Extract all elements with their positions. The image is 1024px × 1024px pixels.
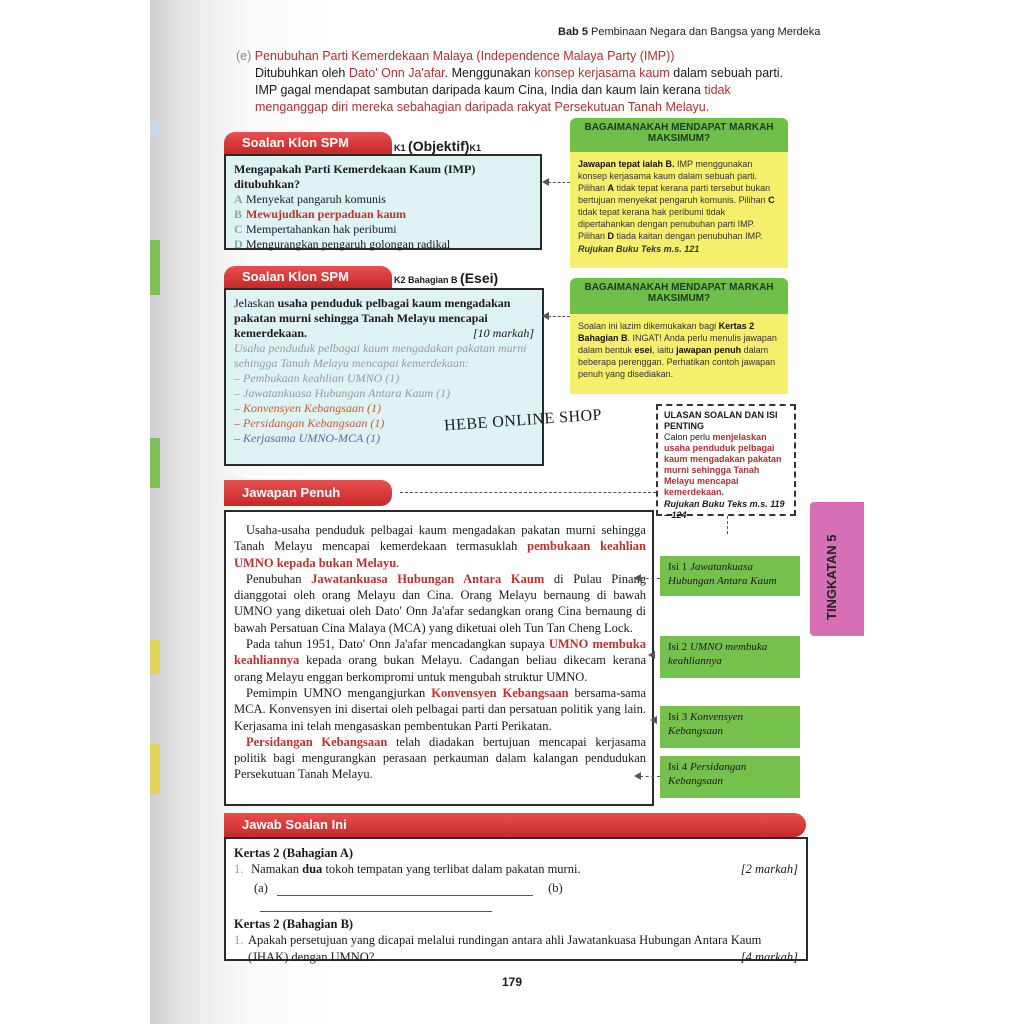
option-text: Mewujudkan perpaduan kaum <box>246 207 407 221</box>
option-text: Mempertahankan hak peribumi <box>246 222 397 236</box>
tip-text: IMP menggunakan konsep kerjasama kaum dalam sebuah parti. Pilihan <box>578 159 758 193</box>
answer-keyword: Konvensyen Kebangsaan <box>431 685 569 700</box>
previous-page-strip <box>150 438 160 488</box>
intro-body <box>236 65 796 116</box>
answer-text: kepada orang bukan Melayu. Cadangan beliau dikecam kerana orang Melayu enggan berkompromi untuk mengubah struktur UMNO. <box>234 653 646 684</box>
answer-keyword: Jawatankuasa Hubungan Antara Kaum <box>311 571 545 586</box>
intro-keyword: konsep kerjasama kaum <box>534 66 670 80</box>
isi-number: Isi 4 <box>668 761 688 773</box>
connector-arrow-icon <box>542 312 549 320</box>
stem-keyword: usaha penduduk pelbagai kaum mengadakan pakatan murni sehingga Tanah Melayu mencapai kemerdekaan. <box>234 296 511 340</box>
tip-text: Kertas 2 Bahagian B <box>578 321 755 343</box>
intro-text: . Menggunakan <box>444 66 535 80</box>
connector-arrow-icon <box>634 574 641 582</box>
tab-label: Jawab Soalan Ini <box>242 817 347 832</box>
chapter-title: Pembinaan Negara dan Bangsa yang Merdeka <box>591 26 821 38</box>
answer-text: Penubuhan <box>246 571 312 586</box>
option-text: Mengurangkan pengaruh golongan radikal <box>246 237 451 251</box>
tip-2-box <box>570 314 788 394</box>
answer-keyword: pembukaan keahlian UMNO kepada bukan Melayu <box>234 539 646 570</box>
chapter-number: Bab 5 <box>558 26 588 38</box>
question-type: (Esei) <box>460 270 499 286</box>
paper-heading: Kertas 2 (Bahagian B) <box>234 917 354 932</box>
ulasan-keyword: menjelaskan usaha penduduk pelbagai kaum mengadakan pakatan murni sehingga Tanah Melayu mencapai kemerdekaan. <box>664 432 782 497</box>
question-marks: [4 markah] <box>740 949 798 964</box>
answer-line-b[interactable] <box>260 900 492 912</box>
intro-title: Penubuhan Parti Kemerdekaan Malaya (Independence Malaya Party (IMP)) <box>254 49 675 63</box>
paper-heading: Kertas 2 (Bahagian A) <box>234 846 354 860</box>
tip-1-box <box>570 152 788 268</box>
question-text: tokoh tempatan yang terlibat dalam pakatan murni. <box>322 862 581 877</box>
intro-label: (e) <box>236 49 252 63</box>
book-spine-left <box>0 0 150 1024</box>
question-2-marks: [10 markah] <box>472 326 534 340</box>
isi-number: Isi 3 <box>668 711 688 723</box>
answer-lines <box>234 880 798 913</box>
tip-text: dalam beberapa perenggan. Perhatikan contoh jawapan penuh yang disediakan. <box>578 345 776 379</box>
answer-text: bersama-sama MCA. Konvensyen ini disertai oleh pelbagai parti dan persatuan politik yang lain. Kerjasama ini telah mengasaskan pembentukan Parti Perikatan. <box>234 685 646 733</box>
connector-line <box>727 516 728 534</box>
answer-paragraph <box>234 734 646 783</box>
answer-text: Pada tahun 1951, Dato' Onn Ja'afar mencadangkan supaya <box>246 637 549 652</box>
connector-arrow-icon <box>650 716 657 724</box>
answer-keyword: UMNO membuka keahliannya <box>234 637 646 668</box>
connector-arrow-icon <box>634 772 641 780</box>
jawab-soalan-tab <box>224 813 394 837</box>
option-letter: C <box>234 222 243 236</box>
option-letter: A <box>234 192 243 206</box>
isi-2-label <box>660 636 800 678</box>
answer-label-a: (a) <box>254 880 268 895</box>
answer-box <box>224 510 654 806</box>
answer-text: Pemimpin UMNO mengangjurkan <box>246 685 432 700</box>
chapter-header <box>558 26 820 38</box>
answer-keyword: Persidangan Kebangsaan <box>246 734 388 749</box>
tingkatan-side-tab <box>810 502 864 636</box>
isi-3-label <box>660 706 800 748</box>
tip-text: tidak tepat kerana parti tersebut bukan bertujuan menyekat pengaruh komunis. Pilihan <box>578 183 771 205</box>
intro-keyword: Dato' Onn Ja'afar <box>348 66 445 80</box>
soalan-klon-tab-1 <box>224 132 392 154</box>
question-2-stem <box>234 296 510 340</box>
connector-arrow-icon <box>648 651 655 659</box>
intro-text: Ditubuhkan oleh <box>255 66 349 80</box>
tip-text: . INGAT! Anda perlu menulis jawapan dalam bentuk <box>578 333 777 355</box>
tip-text: jawapan penuh <box>676 345 742 355</box>
ulasan-box <box>656 404 796 520</box>
exercise-box <box>224 837 808 964</box>
answer-label-b: (b) <box>548 880 563 895</box>
answer-point: – Jawatankuasa Hubungan Antara Kaum (1) <box>234 386 451 400</box>
shop-watermark: HEBE ONLINE SHOP <box>443 406 603 435</box>
isi-number: Isi 1 <box>668 561 688 573</box>
exercise-question-1 <box>234 861 798 877</box>
connector-line <box>548 316 570 317</box>
question-type: (Objektif) <box>408 138 470 154</box>
connector-line <box>548 182 570 183</box>
option-text: Menyekat pangaruh komunis <box>246 192 386 206</box>
tab-label: Soalan Klon SPM <box>242 135 349 150</box>
question-number: 1. <box>234 933 244 948</box>
answer-text: Usaha-usaha penduduk pelbagai kaum mengadakan pakatan murni sehingga Tanah Melayu mencapai kemerdekaan termasuklah <box>234 523 646 554</box>
textbook-reference: Rujukan Buku Teks m.s. 121 <box>578 244 700 254</box>
answer-line-a[interactable] <box>277 884 533 896</box>
ulasan-text: Calon perlu <box>664 432 713 442</box>
soalan-klon-tab-2 <box>224 266 392 288</box>
stem-text: Jelaskan <box>234 296 278 310</box>
answer-paragraph <box>234 522 646 571</box>
ulasan-heading: ULASAN SOALAN DAN ISI PENTING <box>664 410 778 431</box>
answer-text: di Pulau Pinang dianggotai oleh orang Melayu dan Cina. Orang Melayu bernaung di bawah UMNO yang diketuai oleh Dato' Onn Ja'afar sedangkan orang Cina bernaung di bawah Persatuan Cina Malaya (MCA) yang diketuai oleh Tun Tan Cheng Lock. <box>234 571 647 635</box>
answer-hint: Usaha penduduk pelbagai kaum mengadakan pakatan murni sehingga Tanah Melayu mencapai kemerdekaan: <box>234 341 527 370</box>
isi-4-label <box>660 756 800 798</box>
previous-page-strip <box>150 240 160 295</box>
tip-heading-text: BAGAIMANAKAH MENDAPAT MARKAH MAKSIMUM? <box>584 122 774 144</box>
connector-arrow-icon <box>542 178 549 186</box>
connector-line <box>640 776 660 777</box>
option-letter: B <box>234 207 243 221</box>
question-text: Namakan <box>251 862 303 877</box>
connector-line <box>640 578 660 579</box>
option-a <box>234 192 532 207</box>
question-2-box <box>224 288 544 466</box>
option-letter: D <box>234 237 243 251</box>
answer-point: – Kerjasama UMNO-MCA (1) <box>234 431 381 445</box>
isi-text: Jawatankuasa Hubungan Antara Kaum <box>668 561 777 587</box>
answer-points <box>234 371 534 446</box>
tab-label: Jawapan Penuh <box>242 485 341 500</box>
previous-page-strip <box>150 744 160 794</box>
isi-text: Konvensyen Kebangsaan <box>668 711 744 737</box>
tip-answer: Jawapan tepat ialah B. <box>578 159 675 169</box>
isi-number: Isi 2 <box>668 641 688 653</box>
tip-text: A <box>607 183 615 193</box>
intro-keyword: tidak menganggap diri mereka sebahagian daripada rakyat Persekutuan Tanah Melayu. <box>255 83 731 114</box>
tip-1-heading <box>570 118 788 152</box>
answer-text: . <box>396 555 400 570</box>
isi-1-label <box>660 556 800 596</box>
page-margin-right <box>872 0 1024 1024</box>
tip-text: tiada kaitan dengan penubuhan IMP. <box>614 231 763 241</box>
previous-page-strip <box>150 640 160 674</box>
isi-text: Persidangan Kebangsaan <box>668 761 747 787</box>
tip-text: D <box>607 231 615 241</box>
question-marks: [2 markah] <box>740 862 798 877</box>
question-number: 1. <box>234 862 244 877</box>
exercise-question-2 <box>234 932 798 965</box>
question-text: Apakah persetujuan yang dicapai melalui rundingan antara ahli Jawatankuasa Hubungan Antara Kaum (JHAK) dengan UMNO? <box>248 933 762 964</box>
paper-tag: K2 Bahagian B <box>394 275 458 285</box>
option-c <box>234 222 532 237</box>
answer-point: – Persidangan Kebangsaan (1) <box>234 416 385 430</box>
option-d <box>234 237 532 252</box>
previous-page-strip <box>150 120 160 138</box>
question-1-type <box>394 138 481 154</box>
question-text: dua <box>302 862 323 877</box>
tip-text: esei <box>634 345 653 355</box>
isi-text: UMNO membuka keahliannya <box>668 641 768 667</box>
tab-label: Soalan Klon SPM <box>242 269 349 284</box>
side-tab-label: TINGKATAN 5 <box>824 534 839 620</box>
tip-text: Soalan ini lazim dikemukakan bagi <box>578 321 719 331</box>
tip-2-heading <box>570 278 788 314</box>
page-number: 179 <box>502 975 523 989</box>
answer-paragraph <box>234 636 646 685</box>
answer-paragraph <box>234 685 646 734</box>
intro-text: IMP gagal mendapat sambutan daripada kaum Cina, India dan kaum lain kerana <box>255 83 705 97</box>
textbook-reference: Rujukan Buku Teks m.s. 119 – 124 <box>664 499 785 520</box>
answer-text: telah diadakan bertujuan mencapai kerjasama politik bagi mengurangkan perasaan perkauman dalam kalangan pendudukan Persekutuan Tanah Melayu. <box>234 734 646 782</box>
intro-section <box>236 48 796 116</box>
answer-point: – Konvensyen Kebangsaan (1) <box>234 401 381 415</box>
jawapan-penuh-tab <box>224 480 392 506</box>
tip-text: C <box>768 195 775 205</box>
connector-line <box>400 492 656 493</box>
tip-text: tidak tepat kerana hak peribumi tidak dipertahankan dengan penubuhan parti IMP. Pilihan <box>578 207 755 241</box>
answer-point: – Pembukaan keahlian UMNO (1) <box>234 371 400 385</box>
paper-tag: K1 <box>394 143 406 153</box>
intro-text: dalam sebuah parti. <box>669 66 784 80</box>
tip-heading-text: BAGAIMANAKAH MENDAPAT MARKAH MAKSIMUM? <box>584 282 774 304</box>
question-1-box <box>224 154 542 250</box>
question-1-stem: Mengapakah Parti Kemerdekaan Kaum (IMP) ditubuhkan? <box>234 162 476 191</box>
question-2-type <box>394 270 498 286</box>
answer-paragraph <box>234 571 646 636</box>
option-b-correct <box>234 207 532 222</box>
paper-tag: K1 <box>469 143 481 153</box>
tip-text: , iaitu <box>652 345 677 355</box>
